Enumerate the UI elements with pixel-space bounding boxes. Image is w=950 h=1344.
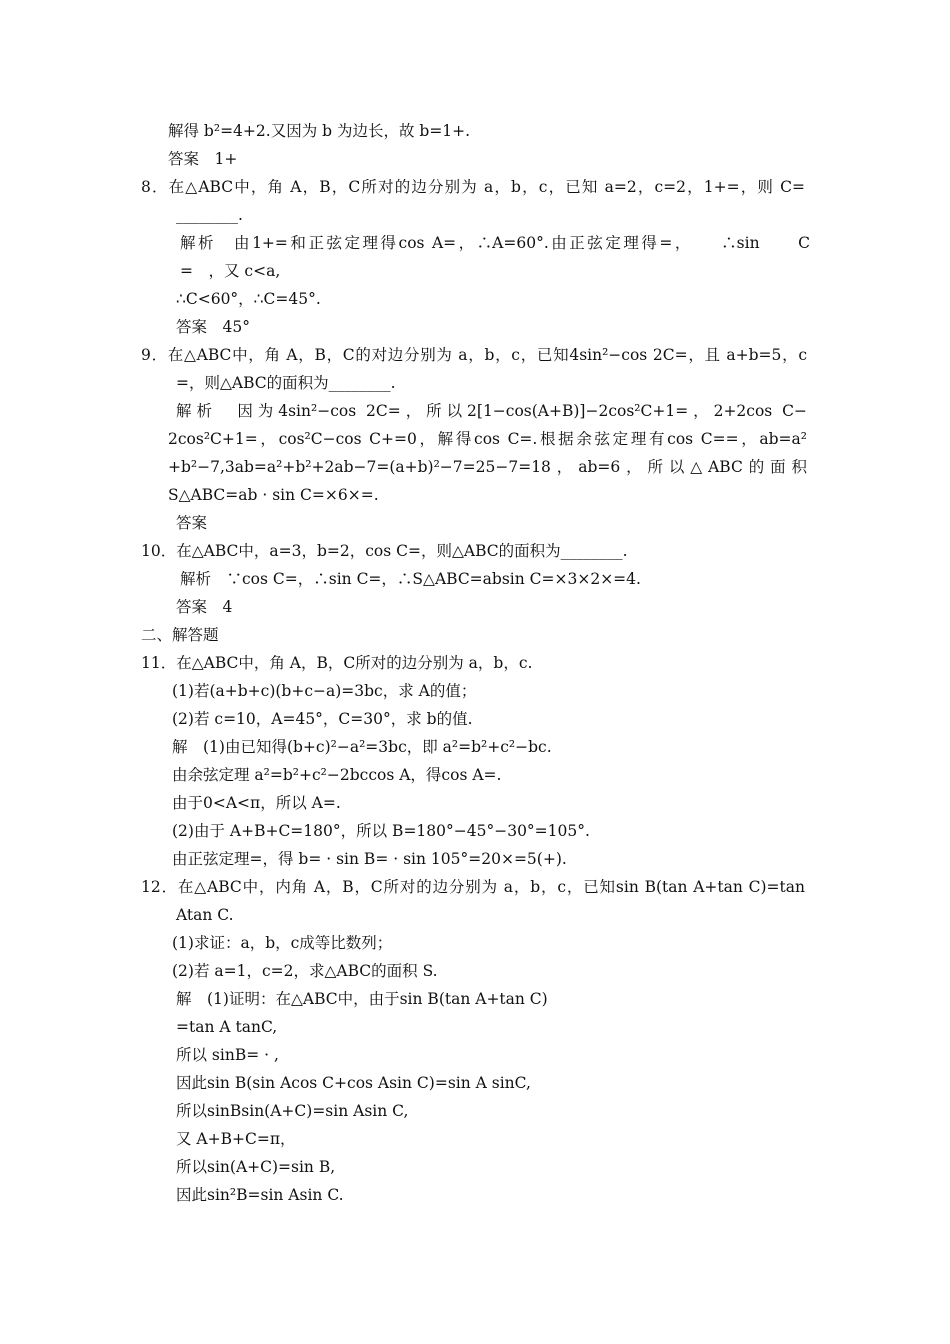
text-line: 解 (1)证明：在△ABC中，由于sin B(tan A+tan C) <box>176 990 548 1008</box>
text-line: 解 (1)由已知得(b+c)²−a²=3bc，即 a²=b²+c²−bc. <box>172 738 552 756</box>
text-line: (1)求证：a，b，c成等比数列； <box>172 934 393 952</box>
question-9: 9．在△ABC中，角 A，B，C的对边分别为 a，b，c，已知4sin²−cos 2C=，且 a+b=5，c <box>141 346 807 364</box>
text-line: = ，又 c<a, <box>180 262 281 280</box>
text-line: 因此sin²B=sin Asin C. <box>176 1186 344 1204</box>
text-line: Atan C. <box>176 906 234 924</box>
text-line: 解得 b²=4+2.又因为 b 为边长，故 b=1+. <box>168 122 471 140</box>
text-line: 答案 4 <box>176 598 233 616</box>
text-line: (1)若(a+b+c)(b+c−a)=3bc，求 A的值； <box>172 682 477 700</box>
text-line: 又 A+B+C=π， <box>176 1130 296 1148</box>
text-line: 由余弦定理 a²=b²+c²−2bccos A，得cos A=. <box>172 766 502 784</box>
text-line: 解析 由1+=和正弦定理得cos A=，∴A=60°.由正弦定理得=， ∴sin C <box>180 234 810 252</box>
question-11: 11．在△ABC中，角 A，B，C所对的边分别为 a，b，c. <box>141 654 533 672</box>
text-line: 2cos²C+1=，cos²C−cos C+=0，解得cos C=.根据余弦定理有cos C==，ab=a² <box>168 430 807 448</box>
text-line: (2)若 c=10，A=45°，C=30°，求 b的值. <box>172 710 473 728</box>
text-line: (2)由于 A+B+C=180°，所以 B=180°−45°−30°=105°. <box>172 822 590 840</box>
text-line: +b²−7,3ab=a²+b²+2ab−7=(a+b)²−7=25−7=18，ab=6，所以△ABC的面积 <box>168 458 807 476</box>
text-line: 答案 <box>176 514 208 532</box>
text-line: 解析 因为4sin²−cos 2C=，所以2[1−cos(A+B)]−2cos²C+1=，2+2cos C− <box>176 402 807 420</box>
text-line: S△ABC=ab · sin C=×6×=. <box>168 486 379 504</box>
text-line: =tan A tanC, <box>176 1018 278 1036</box>
question-8: 8．在△ABC中，角 A，B，C所对的边分别为 a，b，c，已知 a=2，c=2，1+=，则 C= <box>141 178 805 196</box>
text-line: 答案 45° <box>176 318 250 336</box>
text-line: ∴C<60°，∴C=45°. <box>176 290 321 308</box>
question-10: 10．在△ABC中，a=3，b=2，cos C=，则△ABC的面积为________. <box>141 542 628 560</box>
text-line: (2)若 a=1，c=2，求△ABC的面积 S. <box>172 962 438 980</box>
text-line: 解析 ∵cos C=，∴sin C=，∴S△ABC=absin C=×3×2×=4. <box>180 570 641 588</box>
text-line: 所以 sinB= · , <box>176 1046 279 1064</box>
text-line: 由于0<A<π，所以 A=. <box>172 794 341 812</box>
text-line: ________. <box>176 206 243 224</box>
text-line: 所以sinBsin(A+C)=sin Asin C, <box>176 1102 409 1120</box>
text-line: =，则△ABC的面积为________. <box>176 374 396 392</box>
text-line: 所以sin(A+C)=sin B, <box>176 1158 336 1176</box>
question-12: 12．在△ABC中，内角 A，B，C所对的边分别为 a，b，c，已知sin B(tan A+tan C)=tan <box>141 878 806 896</box>
section-heading: 二、解答题 <box>141 626 219 644</box>
text-line: 由正弦定理=，得 b= · sin B= · sin 105°=20×=5(+). <box>172 850 567 868</box>
text-line: 因此sin B(sin Acos C+cos Asin C)=sin A sinC, <box>176 1074 531 1092</box>
text-line: 答案 1+ <box>168 150 238 168</box>
